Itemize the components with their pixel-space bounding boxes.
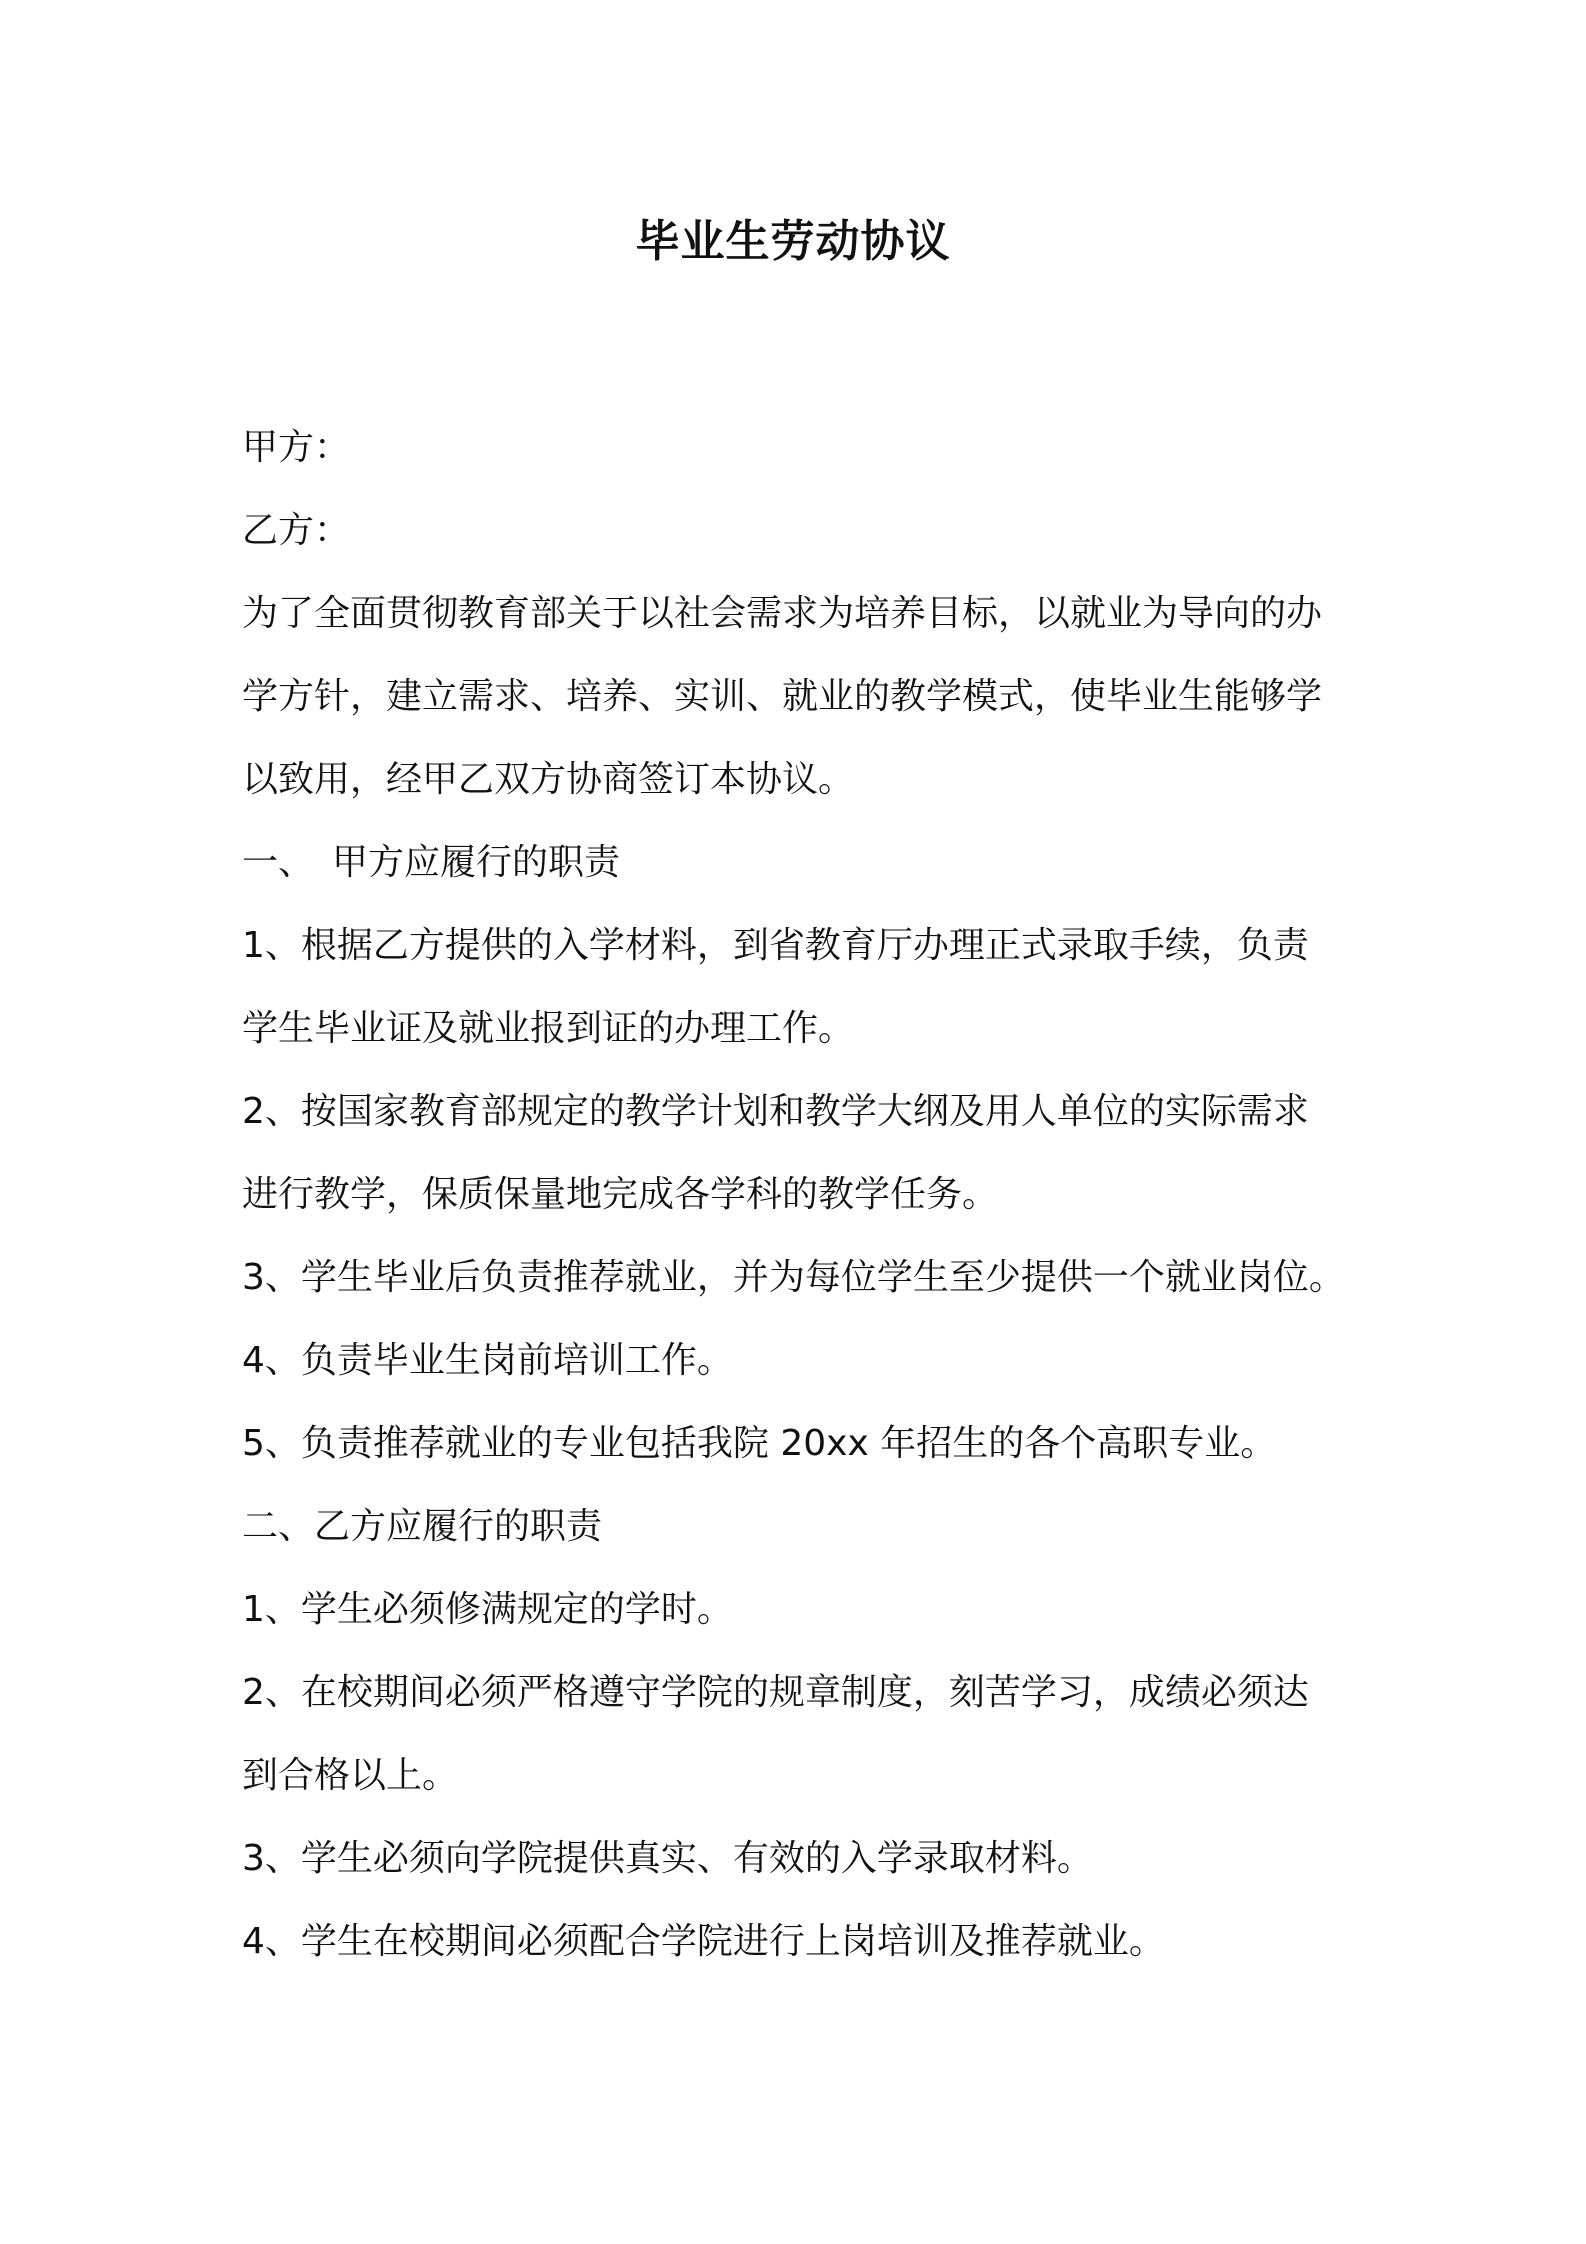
preamble-line-3: 以致用，经甲乙双方协商签订本协议。	[242, 759, 855, 800]
clause-b3: 3、学生必须向学院提供真实、有效的入学录取材料。	[242, 1838, 1093, 1879]
clause-a3: 3、学生毕业后负责推荐就业，并为每位学生至少提供一个就业岗位。	[242, 1257, 1345, 1298]
clause-a1-line-1: 1、根据乙方提供的入学材料，到省教育厅办理正式录取手续，负责	[242, 925, 1309, 966]
document-body	[242, 406, 1372, 1983]
clause-b2-line-2: 到合格以上。	[242, 1755, 459, 1796]
party-a-line: 甲方：	[242, 427, 351, 468]
document-title: 毕业生劳动协议	[635, 216, 951, 267]
clause-b2-line-1: 2、在校期间必须严格遵守学院的规章制度，刻苦学习，成绩必须达	[242, 1672, 1309, 1713]
section-heading-party-b: 二、乙方应履行的职责	[242, 1506, 603, 1547]
clause-a4: 4、负责毕业生岗前培训工作。	[242, 1340, 733, 1381]
preamble-line-2: 学方针，建立需求、培养、实训、就业的教学模式，使毕业生能够学	[242, 676, 1323, 717]
clause-a2-line-2: 进行教学，保质保量地完成各学科的教学任务。	[242, 1174, 999, 1215]
party-b-line: 乙方：	[242, 510, 351, 551]
clause-b1: 1、学生必须修满规定的学时。	[242, 1589, 733, 1630]
clause-a5: 5、负责推荐就业的专业包括我院 20xx 年招生的各个高职专业。	[242, 1423, 1277, 1464]
section-heading-party-a: 一、 甲方应履行的职责	[242, 842, 621, 883]
clause-b4: 4、学生在校期间必须配合学院进行上岗培训及推荐就业。	[242, 1921, 1165, 1962]
preamble-line-1: 为了全面贯彻教育部关于以社会需求为培养目标，以就业为导向的办	[242, 593, 1323, 634]
clause-a1-line-2: 学生毕业证及就业报到证的办理工作。	[242, 1008, 855, 1049]
clause-a2-line-1: 2、按国家教育部规定的教学计划和教学大纲及用人单位的实际需求	[242, 1091, 1309, 1132]
